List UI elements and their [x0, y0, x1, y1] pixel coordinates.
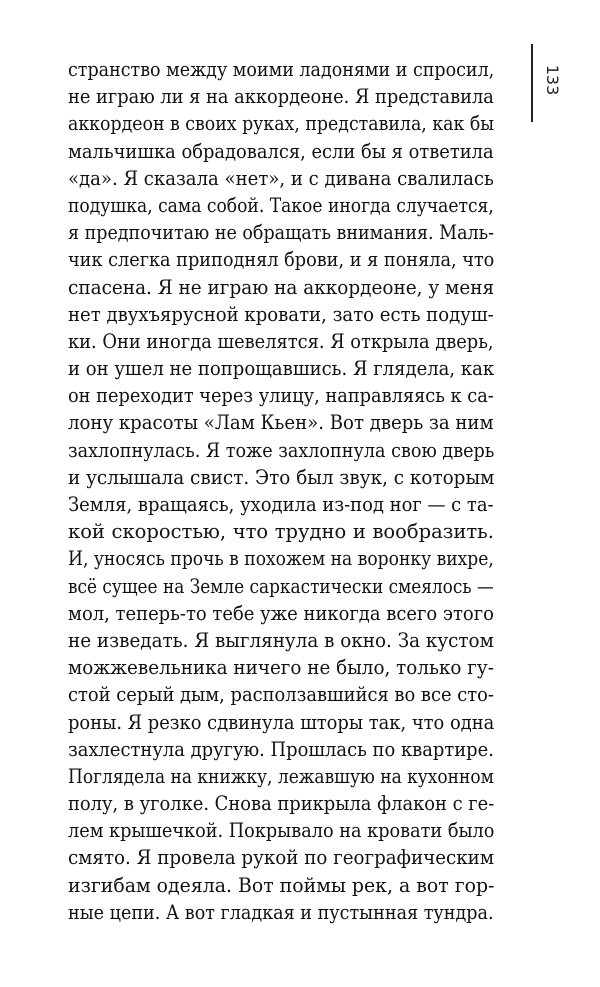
text-line: можжевельника ничего не было, только гу-	[68, 656, 494, 680]
text-line: полу, в уголке. Снова прикрыла флакон с ге-	[68, 792, 495, 816]
text-line: лем крышечкой. Покрывало на кровати было	[68, 819, 495, 843]
text-line: Земля, вращаясь, уходила из-под ног — с та-	[68, 493, 494, 516]
text-line: изгибам одеяла. Вот поймы рек, а вот гор-	[68, 873, 495, 897]
text-line: «да». Я сказала «нет», и с дивана свалилась	[68, 166, 494, 190]
text-line: и услышала свист. Это был звук, с которым	[68, 465, 495, 489]
text-line: захлестнула другую. Прошлась по квартире.	[68, 737, 494, 761]
text-line: ки. Они иногда шевелятся. Я открыла дверь,	[68, 329, 494, 353]
text-line: мальчишка обрадовался, если бы я ответила	[68, 139, 494, 163]
text-line: он переходит через улицу, направляясь к са-	[68, 384, 494, 408]
text-line: кой скоростью, что трудно и вообразить.	[68, 520, 494, 544]
text-line: не изведать. Я выглянула в окно. За кустом	[68, 628, 494, 652]
text-line: спасена. Я не играю на аккордеоне, у меня	[68, 275, 495, 299]
text-line: не играю ли я на аккордеоне. Я представила	[68, 85, 494, 109]
text-line: лону красоты «Лам Кьен». Вот дверь за ним	[68, 411, 494, 435]
body-text	[68, 56, 494, 926]
text-line: нет двухъярусной кровати, зато есть подуш-	[68, 302, 494, 326]
text-line: и он ушел не попрощавшись. Я глядела, как	[68, 357, 495, 381]
text-line: я предпочитаю не обращать внимания. Маль-	[68, 221, 495, 245]
text-line: стой серый дым, расползавшийся во все сто-	[68, 683, 494, 707]
page-number: 133	[543, 64, 562, 96]
text-line: ные цепи. А вот гладкая и пустынная тундра.	[68, 900, 494, 924]
text-line: роны. Я резко сдвинула шторы так, что одна	[68, 710, 495, 734]
text-line: странство между моими ладонями и спросил,	[68, 58, 495, 81]
text-line: мол, теперь-то тебе уже никогда всего этого	[68, 601, 494, 625]
text-line: всё сущее на Земле саркастически смеялось —	[68, 574, 494, 598]
text-line: Поглядела на книжку, лежавшую на кухонном	[68, 764, 494, 788]
text-line: И, уносясь прочь в похожем на воронку вихре,	[68, 547, 494, 571]
text-line: смято. Я провела рукой по географическим	[68, 846, 495, 870]
text-line: аккордеон в своих руках, представила, как бы	[68, 112, 495, 136]
text-line: подушка, сама собой. Такое иногда случается,	[68, 193, 494, 217]
text-line: захлопнулась. Я тоже захлопнула свою дверь	[68, 438, 495, 462]
text-line: чик слегка приподнял брови, и я поняла, что	[68, 248, 495, 272]
